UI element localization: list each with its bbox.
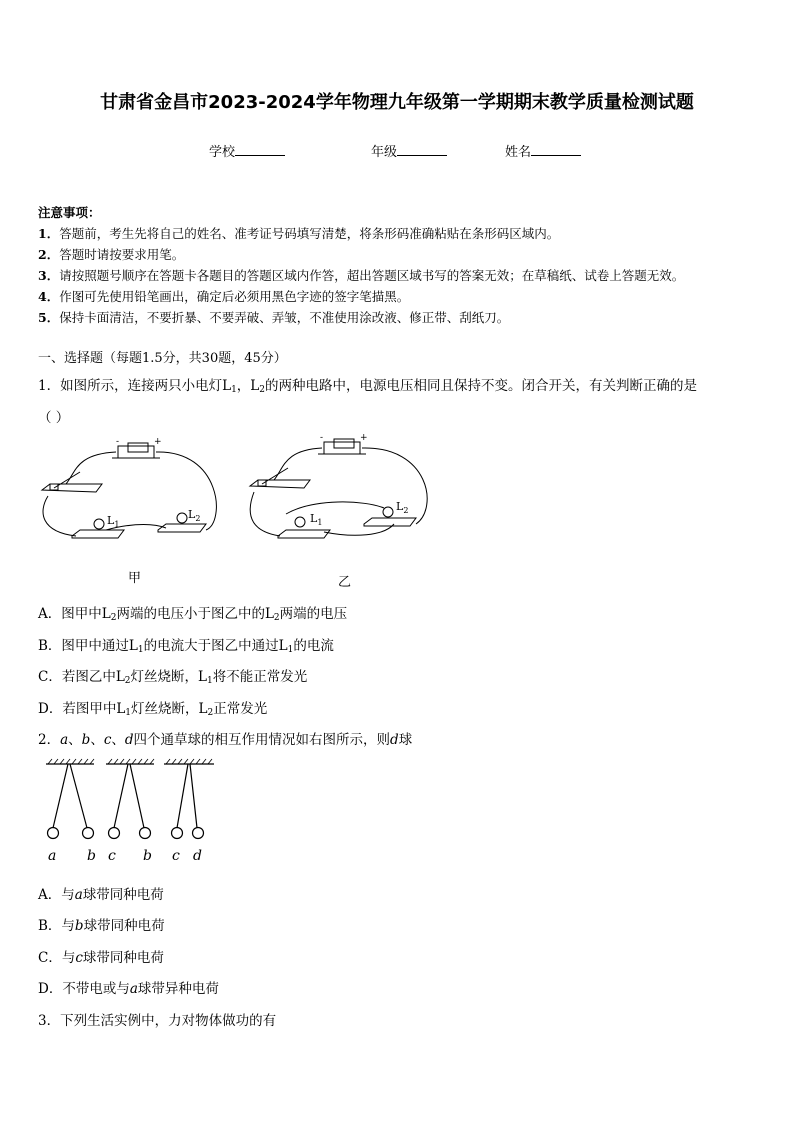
wire <box>286 502 384 514</box>
q2-option-b[interactable]: B．与b球带同种电荷 <box>38 918 165 934</box>
q1-option-a[interactable]: A．图甲中$L_2$两端的电压小于图乙中的$L_2$两端的电压 <box>38 606 348 623</box>
pith-balls-figure <box>40 758 220 868</box>
fig-label-l2: $L_2$ <box>396 500 409 515</box>
ball-label: a <box>48 848 57 864</box>
name-field <box>505 141 581 160</box>
lamp-l1-icon <box>278 530 330 538</box>
fig-label-l1: $L_1$ <box>310 512 323 527</box>
wire <box>274 448 322 480</box>
grade-blank[interactable] <box>397 143 447 156</box>
note-item: 4．作图可先使用铅笔画出，确定后必须用黑色字迹的签字笔描黑。 <box>38 289 410 304</box>
ball-label: b <box>87 848 96 864</box>
pith-ball-d <box>193 828 204 839</box>
fig-label-l2: $L_2$ <box>188 508 201 523</box>
caption-yi: 乙 <box>338 575 352 590</box>
school-label: 学校 <box>209 145 236 160</box>
notes-header: 注意事项： <box>38 205 101 220</box>
school-blank[interactable] <box>235 143 285 156</box>
switch-icon <box>42 484 102 492</box>
fig-label-minus: - <box>320 433 324 443</box>
grade-label: 年级 <box>371 145 398 160</box>
section-heading: 一、选择题（每题1.5分，共30题，45分） <box>38 351 287 366</box>
wire <box>66 452 116 484</box>
note-item: 1．答题前，考生先将自己的姓名、准考证号码填写清楚，将条形码准确粘贴在条形码区域内。 <box>38 226 560 241</box>
q1-option-d[interactable]: D．若图甲中$L_1$灯丝烧断，$L_2$正常发光 <box>38 701 268 718</box>
q2-option-a[interactable]: A．与a球带同种电荷 <box>38 887 164 903</box>
pith-ball-b <box>140 828 151 839</box>
pith-ball-c <box>172 828 183 839</box>
page-title: 甘肃省金昌市2023-2024学年物理九年级第一学期期末教学质量检测试题 <box>100 92 694 113</box>
circuit-figure-yi <box>244 428 434 556</box>
lamp-l1-icon <box>72 530 124 538</box>
pith-ball-b <box>83 828 94 839</box>
fig-label-minus: - <box>116 437 120 447</box>
question-3-stem: 3．下列生活实例中，力对物体做功的有 <box>38 1013 277 1029</box>
question-1-stem: 1．如图所示，连接两只小电灯$L_1$，$L_2$的两种电路中，电源电压相同且保持不变。闭合开关，有关判断正确的是 <box>38 378 697 395</box>
ball-label: d <box>193 848 202 864</box>
name-blank[interactable] <box>531 143 581 156</box>
switch-icon <box>250 480 310 488</box>
caption-jia: 甲 <box>128 571 142 586</box>
ball-label: c <box>108 848 116 864</box>
pith-ball-c <box>109 828 120 839</box>
wire <box>362 448 427 524</box>
school-field <box>209 141 285 160</box>
ball-label: b <box>143 848 152 864</box>
name-label: 姓名 <box>505 145 532 160</box>
note-item: 5．保持卡面清洁，不要折暴、不要弄破、弄皱，不准使用涂改液、修正带、刮纸刀。 <box>38 310 510 325</box>
wire <box>156 452 216 530</box>
fig-label-plus: + <box>360 433 368 443</box>
ball-label: c <box>172 848 180 864</box>
wire <box>250 492 280 536</box>
q2-option-c[interactable]: C．与c球带同种电荷 <box>38 950 164 966</box>
note-item: 2．答题时请按要求用笔。 <box>38 247 185 262</box>
circuit-figure-jia <box>36 432 222 560</box>
fig-label-l1: $L_1$ <box>107 514 120 529</box>
fig-label-plus: + <box>154 437 162 447</box>
lamp-l2-icon <box>364 518 416 526</box>
note-item: 3．请按照题号顺序在答题卡各题目的答题区域内作答，超出答题区域书写的答案无效；在草稿纸、试卷上答题无效。 <box>38 268 685 283</box>
q1-option-c[interactable]: C．若图乙中$L_2$灯丝烧断，$L_1$将不能正常发光 <box>38 669 308 686</box>
question-1-paren: （ ） <box>38 410 70 426</box>
question-2-stem: 2．a、b、c、d四个通草球的相互作用情况如右图所示，则d球 <box>38 732 413 748</box>
pith-ball-a <box>48 828 59 839</box>
q1-option-b[interactable]: B．图甲中通过$L_1$的电流大于图乙中通过$L_1$的电流 <box>38 638 334 655</box>
wire <box>43 496 76 536</box>
q2-option-d[interactable]: D．不带电或与a球带异种电荷 <box>38 981 219 997</box>
grade-field <box>371 141 447 160</box>
notes-block <box>38 202 684 328</box>
